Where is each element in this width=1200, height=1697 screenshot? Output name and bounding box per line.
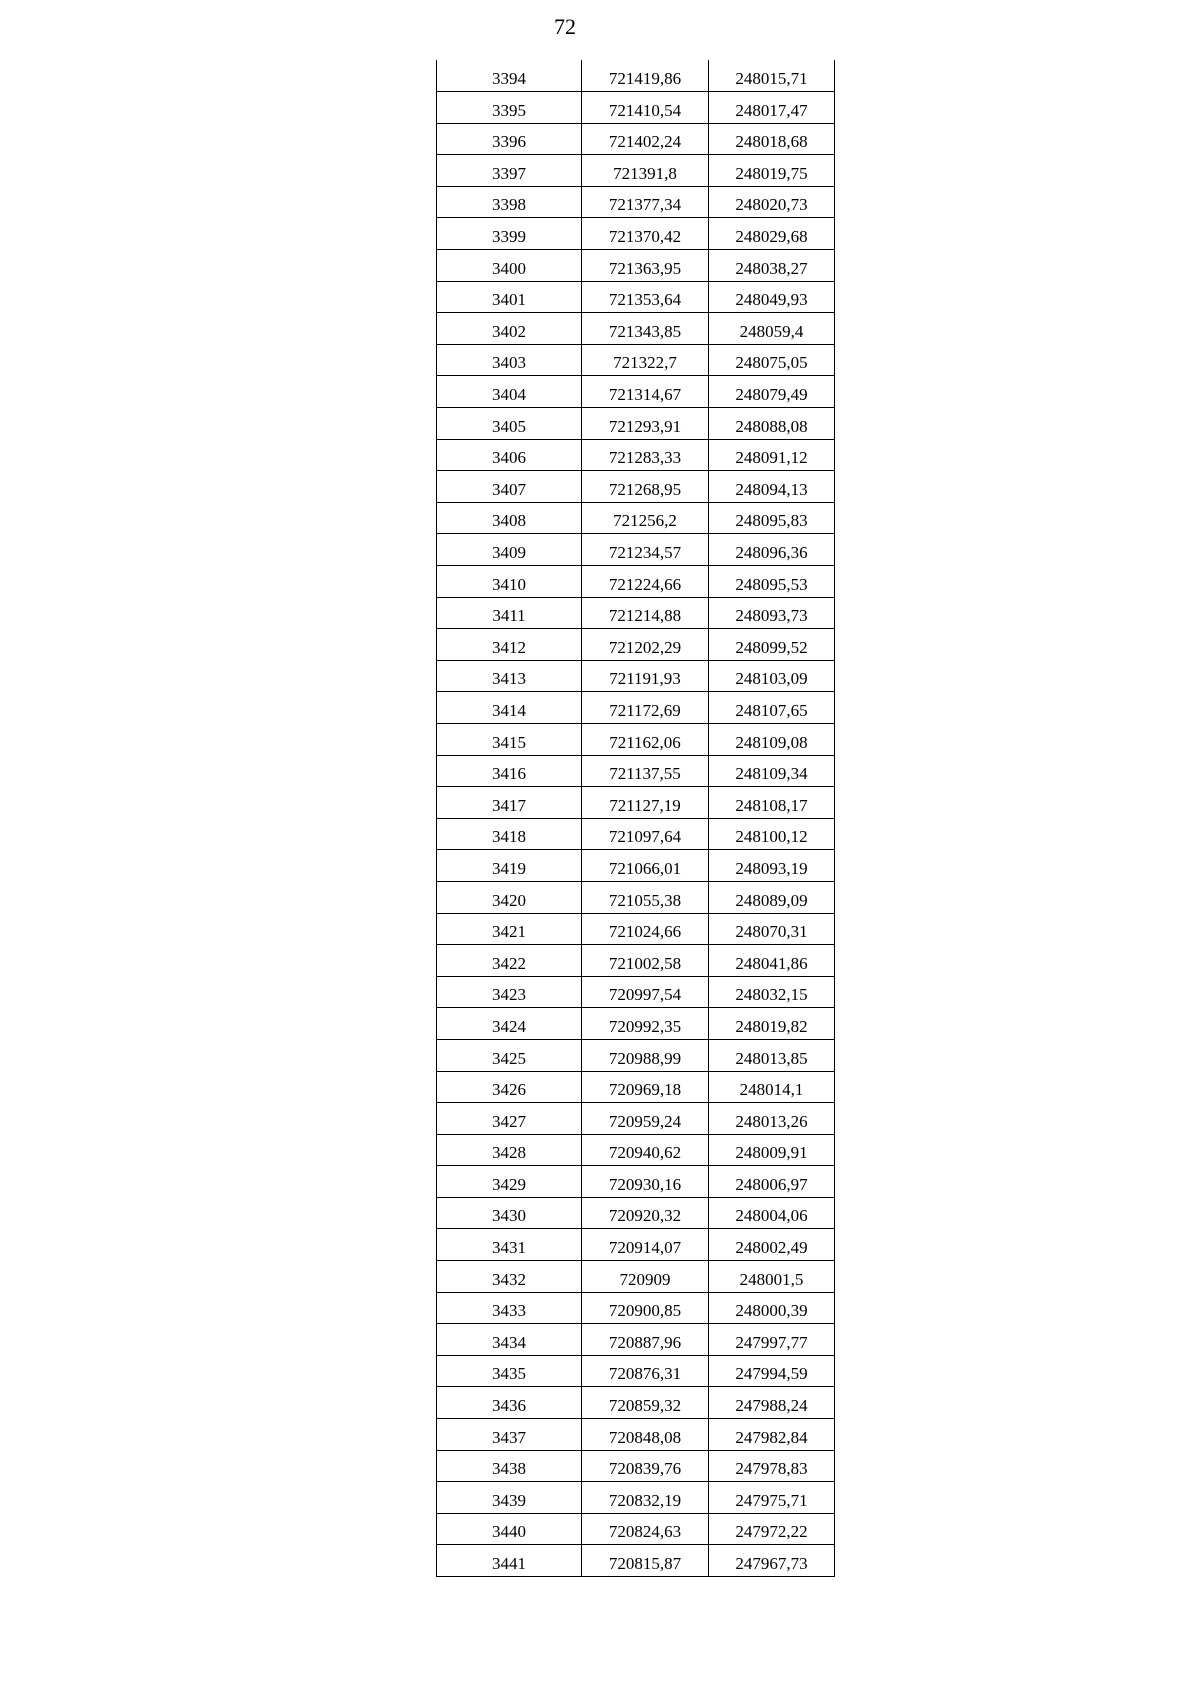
table-row [437,1324,835,1356]
x-coordinate-cell: 720900,85 [582,1292,709,1324]
point-number-cell: 3427 [437,1103,582,1135]
y-coordinate-cell: 248002,49 [709,1229,835,1261]
x-coordinate-cell: 720914,07 [582,1229,709,1261]
point-number-cell: 3435 [437,1355,582,1387]
table-row [437,1103,835,1135]
coordinates-table [436,60,835,1577]
point-number-cell: 3430 [437,1197,582,1229]
table-row [437,1482,835,1514]
table-row [437,250,835,282]
table-row [437,566,835,598]
x-coordinate-cell: 721377,34 [582,186,709,218]
table-row [437,1419,835,1451]
y-coordinate-cell: 247967,73 [709,1545,835,1577]
point-number-cell: 3436 [437,1387,582,1419]
point-number-cell: 3405 [437,408,582,440]
y-coordinate-cell: 248093,73 [709,597,835,629]
x-coordinate-cell: 720859,32 [582,1387,709,1419]
table-row [437,1134,835,1166]
y-coordinate-cell: 248029,68 [709,218,835,250]
x-coordinate-cell: 721314,67 [582,376,709,408]
point-number-cell: 3397 [437,155,582,187]
y-coordinate-cell: 248109,08 [709,723,835,755]
y-coordinate-cell: 248001,5 [709,1261,835,1293]
table-row [437,755,835,787]
y-coordinate-cell: 248107,65 [709,692,835,724]
x-coordinate-cell: 721353,64 [582,281,709,313]
x-coordinate-cell: 721172,69 [582,692,709,724]
y-coordinate-cell: 248059,4 [709,313,835,345]
point-number-cell: 3437 [437,1419,582,1451]
y-coordinate-cell: 248000,39 [709,1292,835,1324]
table-row [437,850,835,882]
table-row [437,1513,835,1545]
table-row [437,660,835,692]
page-number: 72 [554,14,576,39]
x-coordinate-cell: 721162,06 [582,723,709,755]
y-coordinate-cell: 248088,08 [709,408,835,440]
point-number-cell: 3440 [437,1513,582,1545]
y-coordinate-cell: 248089,09 [709,881,835,913]
x-coordinate-cell: 721410,54 [582,92,709,124]
table-row [437,60,835,92]
point-number-cell: 3410 [437,566,582,598]
x-coordinate-cell: 720920,32 [582,1197,709,1229]
y-coordinate-cell: 248013,26 [709,1103,835,1135]
y-coordinate-cell: 247988,24 [709,1387,835,1419]
point-number-cell: 3431 [437,1229,582,1261]
x-coordinate-cell: 720997,54 [582,976,709,1008]
x-coordinate-cell: 721391,8 [582,155,709,187]
point-number-cell: 3419 [437,850,582,882]
table-row [437,376,835,408]
y-coordinate-cell: 247972,22 [709,1513,835,1545]
y-coordinate-cell: 248018,68 [709,123,835,155]
table-row [437,976,835,1008]
table-row [437,818,835,850]
y-coordinate-cell: 248004,06 [709,1197,835,1229]
point-number-cell: 3398 [437,186,582,218]
table-row [437,1166,835,1198]
y-coordinate-cell: 248103,09 [709,660,835,692]
point-number-cell: 3439 [437,1482,582,1514]
table-row [437,439,835,471]
y-coordinate-cell: 248095,83 [709,502,835,534]
table-row [437,186,835,218]
table-row [437,1545,835,1577]
x-coordinate-cell: 721363,95 [582,250,709,282]
point-number-cell: 3399 [437,218,582,250]
point-number-cell: 3396 [437,123,582,155]
point-number-cell: 3438 [437,1450,582,1482]
x-coordinate-cell: 720909 [582,1261,709,1293]
y-coordinate-cell: 248019,82 [709,1008,835,1040]
x-coordinate-cell: 721137,55 [582,755,709,787]
point-number-cell: 3424 [437,1008,582,1040]
point-number-cell: 3441 [437,1545,582,1577]
x-coordinate-cell: 720824,63 [582,1513,709,1545]
y-coordinate-cell: 248013,85 [709,1039,835,1071]
x-coordinate-cell: 721127,19 [582,787,709,819]
point-number-cell: 3403 [437,344,582,376]
point-number-cell: 3433 [437,1292,582,1324]
table-row [437,313,835,345]
table-row [437,344,835,376]
y-coordinate-cell: 248094,13 [709,471,835,503]
point-number-cell: 3406 [437,439,582,471]
x-coordinate-cell: 721370,42 [582,218,709,250]
y-coordinate-cell: 247978,83 [709,1450,835,1482]
x-coordinate-cell: 720940,62 [582,1134,709,1166]
table-row [437,723,835,755]
y-coordinate-cell: 247994,59 [709,1355,835,1387]
x-coordinate-cell: 721224,66 [582,566,709,598]
x-coordinate-cell: 720988,99 [582,1039,709,1071]
point-number-cell: 3418 [437,818,582,850]
table-row [437,629,835,661]
x-coordinate-cell: 721055,38 [582,881,709,913]
table-row [437,913,835,945]
y-coordinate-cell: 248096,36 [709,534,835,566]
table-row [437,945,835,977]
y-coordinate-cell: 248015,71 [709,60,835,92]
table-row [437,1039,835,1071]
point-number-cell: 3421 [437,913,582,945]
point-number-cell: 3409 [437,534,582,566]
point-number-cell: 3408 [437,502,582,534]
x-coordinate-cell: 720887,96 [582,1324,709,1356]
table-row [437,281,835,313]
y-coordinate-cell: 248099,52 [709,629,835,661]
point-number-cell: 3429 [437,1166,582,1198]
y-coordinate-cell: 248017,47 [709,92,835,124]
x-coordinate-cell: 720959,24 [582,1103,709,1135]
x-coordinate-cell: 720815,87 [582,1545,709,1577]
y-coordinate-cell: 247975,71 [709,1482,835,1514]
point-number-cell: 3434 [437,1324,582,1356]
x-coordinate-cell: 721024,66 [582,913,709,945]
point-number-cell: 3394 [437,60,582,92]
x-coordinate-cell: 721268,95 [582,471,709,503]
y-coordinate-cell: 248100,12 [709,818,835,850]
table-row [437,1355,835,1387]
point-number-cell: 3422 [437,945,582,977]
table-row [437,92,835,124]
x-coordinate-cell: 720839,76 [582,1450,709,1482]
x-coordinate-cell: 721293,91 [582,408,709,440]
point-number-cell: 3407 [437,471,582,503]
y-coordinate-cell: 248109,34 [709,755,835,787]
point-number-cell: 3411 [437,597,582,629]
table-row [437,692,835,724]
point-number-cell: 3402 [437,313,582,345]
x-coordinate-cell: 721283,33 [582,439,709,471]
point-number-cell: 3426 [437,1071,582,1103]
x-coordinate-cell: 720969,18 [582,1071,709,1103]
y-coordinate-cell: 248075,05 [709,344,835,376]
y-coordinate-cell: 248079,49 [709,376,835,408]
point-number-cell: 3401 [437,281,582,313]
y-coordinate-cell: 248009,91 [709,1134,835,1166]
point-number-cell: 3417 [437,787,582,819]
table-row [437,408,835,440]
point-number-cell: 3420 [437,881,582,913]
point-number-cell: 3416 [437,755,582,787]
y-coordinate-cell: 248108,17 [709,787,835,819]
y-coordinate-cell: 248032,15 [709,976,835,1008]
x-coordinate-cell: 721097,64 [582,818,709,850]
y-coordinate-cell: 247982,84 [709,1419,835,1451]
point-number-cell: 3413 [437,660,582,692]
x-coordinate-cell: 720832,19 [582,1482,709,1514]
x-coordinate-cell: 720876,31 [582,1355,709,1387]
x-coordinate-cell: 721419,86 [582,60,709,92]
x-coordinate-cell: 720992,35 [582,1008,709,1040]
table-row [437,218,835,250]
point-number-cell: 3404 [437,376,582,408]
table-row [437,1450,835,1482]
x-coordinate-cell: 721256,2 [582,502,709,534]
table-row [437,597,835,629]
point-number-cell: 3395 [437,92,582,124]
y-coordinate-cell: 248014,1 [709,1071,835,1103]
y-coordinate-cell: 248020,73 [709,186,835,218]
x-coordinate-cell: 721066,01 [582,850,709,882]
table-row [437,1008,835,1040]
y-coordinate-cell: 248006,97 [709,1166,835,1198]
table-row [437,155,835,187]
table-row [437,1229,835,1261]
table-row [437,1261,835,1293]
y-coordinate-cell: 248070,31 [709,913,835,945]
y-coordinate-cell: 248041,86 [709,945,835,977]
x-coordinate-cell: 721343,85 [582,313,709,345]
y-coordinate-cell: 248095,53 [709,566,835,598]
point-number-cell: 3425 [437,1039,582,1071]
table-row [437,502,835,534]
table-row [437,1197,835,1229]
x-coordinate-cell: 721234,57 [582,534,709,566]
point-number-cell: 3400 [437,250,582,282]
point-number-cell: 3412 [437,629,582,661]
table-row [437,123,835,155]
point-number-cell: 3414 [437,692,582,724]
point-number-cell: 3415 [437,723,582,755]
y-coordinate-cell: 247997,77 [709,1324,835,1356]
x-coordinate-cell: 720930,16 [582,1166,709,1198]
y-coordinate-cell: 248091,12 [709,439,835,471]
point-number-cell: 3423 [437,976,582,1008]
coordinates-table-body [437,60,835,1577]
table-row [437,1292,835,1324]
table-row [437,1071,835,1103]
table-row [437,471,835,503]
x-coordinate-cell: 721402,24 [582,123,709,155]
table-row [437,881,835,913]
y-coordinate-cell: 248049,93 [709,281,835,313]
y-coordinate-cell: 248038,27 [709,250,835,282]
x-coordinate-cell: 721214,88 [582,597,709,629]
point-number-cell: 3428 [437,1134,582,1166]
table-row [437,1387,835,1419]
y-coordinate-cell: 248093,19 [709,850,835,882]
x-coordinate-cell: 721322,7 [582,344,709,376]
x-coordinate-cell: 721202,29 [582,629,709,661]
x-coordinate-cell: 720848,08 [582,1419,709,1451]
point-number-cell: 3432 [437,1261,582,1293]
x-coordinate-cell: 721191,93 [582,660,709,692]
table-row [437,787,835,819]
x-coordinate-cell: 721002,58 [582,945,709,977]
y-coordinate-cell: 248019,75 [709,155,835,187]
table-row [437,534,835,566]
